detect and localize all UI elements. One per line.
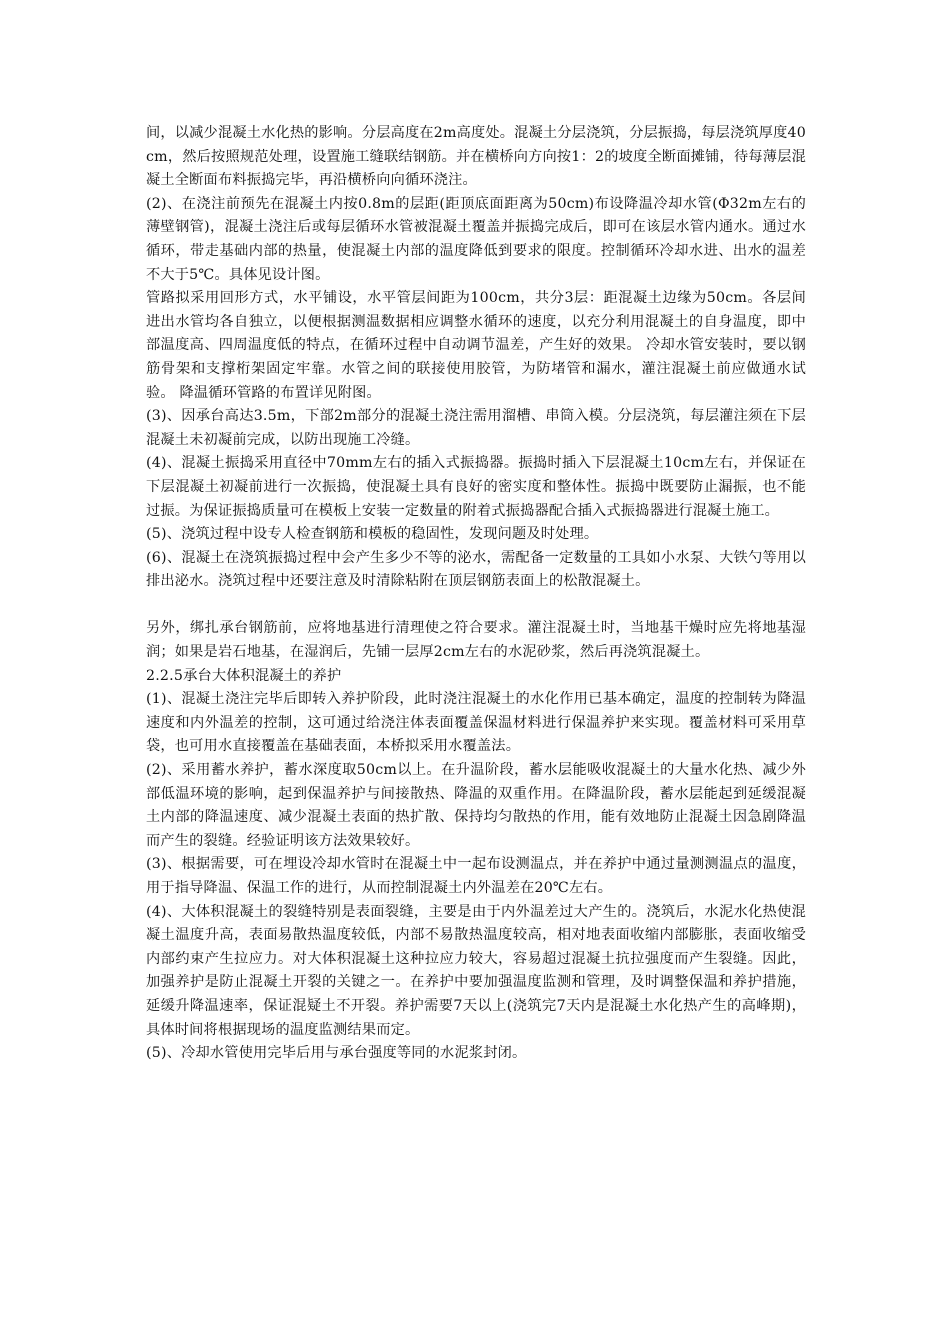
paragraph-item-6-bleeding-water: (6)、混凝土在浇筑振捣过程中会产生多少不等的泌水，需配备一定数量的工具如小水泵、大铁勺等用以排出泌水。浇筑过程中还要注意及时清除粘附在顶层钢筋表面上的松散混凝土。 [146,549,806,590]
paragraph-foundation-prep: 另外，绑扎承台钢筋前，应将地基进行清理使之符合要求。灌注混凝土时，当地基干燥时应先将地基湿润；如果是岩石地基，在湿润后，先铺一层厚2cm左右的水泥砂浆，然后再浇筑混凝土。 [146,620,806,661]
paragraph-blank-line [146,594,806,618]
paragraph-curing-item-1: (1)、混凝土浇注完毕后即转入养护阶段，此时浇注混凝土的水化作用已基本确定，温度的控制转为降温速度和内外温差的控制，这可通过给浇注体表面覆盖保温材料进行保温养护来实现。覆盖材料可采用草袋，也可用水直接覆盖在基础表面，本桥拟采用水覆盖法。 [146,691,806,755]
paragraph-item-3-chutes: (3)、因承台高达3.5m，下部2m部分的混凝土浇注需用溜槽、串筒入模。分层浇筑，每层灌注须在下层混凝土未初凝前完成，以防出现施工冷缝。 [146,408,806,448]
paragraph-item-5-inspection: (5)、浇筑过程中设专人检查钢筋和模板的稳固性，发现问题及时处理。 [146,526,599,543]
paragraph-intro-continuation: 间，以减少混凝土水化热的影响。分层高度在2m高度处。混凝土分层浇筑，分层振捣，每层浇筑厚度40cm，然后按照规范处理，设置施工缝联结钢筋。并在横桥向方向按1：2的坡度全断面摊铺，待每薄层混凝土全断面布料振捣完毕，再沿横桥向向循环浇注。 [146,125,806,189]
paragraph-curing-item-5: (5)、冷却水管使用完毕后用与承台强度等同的水泥浆封闭。 [146,1045,527,1062]
paragraph-pipe-layout: 管路拟采用回形方式，水平铺设，水平管层间距为100cm，共分3层：距混凝土边缘为50cm。各层间进出水管均各自独立，以便根据测温数据相应调整水循环的速度，以充分利用混凝土的自身温度，即中部温度高、四周温度低的特点，在循环过程中自动调节温差，产生好的效果。 冷却水管安装时，要以钢筋骨架和支撑桁架固定牢靠。水管之间的联接使用胶管，为防堵管和漏水，灌注混凝土前应做通水试验。 降温循环管路的布置详见附图。 [146,290,806,401]
paragraph-item-4-vibration: (4)、混凝土振捣采用直径中70mm左右的插入式振捣器。振捣时插入下层混凝土10cm左右，并保证在下层混凝土初凝前进行一次振捣，使混凝土具有良好的密实度和整体性。振捣中既要防止漏振，也不能过振。为保证振捣质量可在模板上安装一定数量的附着式振捣器配合插入式振捣器进行混凝土施工。 [146,455,806,519]
document-body [146,122,806,1066]
paragraph-curing-item-4: (4)、大体积混凝土的裂缝特别是表面裂缝，主要是由于内外温差过大产生的。浇筑后，水泥水化热使混凝土温度升高，表面易散热温度较低，内部不易散热温度较高，相对地表面收缩内部膨胀，表面收缩受内部约束产生拉应力。对大体积混凝土这种拉应力较大，容易超过混凝土抗拉强度而产生裂缝。因此，加强养护是防止混凝土开裂的关键之一。在养护中要加强温度监测和管理，及时调整保温和养护措施，延缓升降温速率，保证混疑土不开裂。养护需要7天以上(浇筑完7天内是混凝土水化热产生的高峰期)，具体时间将根据现场的温度监测结果而定。 [146,903,806,1038]
paragraph-curing-item-3: (3)、根据需要，可在埋设冷却水管时在混凝土中一起布设测温点，并在养护中通过量测测温点的温度，用于指导降温、保温工作的进行，从而控制混凝土内外温差在20℃左右。 [146,856,806,896]
paragraph-item-2-cooling-pipes: (2)、在浇注前预先在混凝土内按0.8m的层距(距顶底面距离为50cm)布设降温冷却水管(Φ32m左右的薄壁钢管)，混凝土浇注后或每层循环水管被混凝土覆盖并振捣完成后，即可在该层水管内通水。通过水循环，带走基础内部的热量，使混凝土内部的温度降低到要求的限度。控制循环冷却水进、出水的温差不大于5℃。具体见设计图。 [146,195,806,283]
section-heading-curing: 2.2.5承台大体积混凝土的养护 [146,667,342,684]
paragraph-curing-item-2: (2)、采用蓄水养护，蓄水深度取50cm以上。在升温阶段，蓄水层能吸收混凝土的大量水化热、减少外部低温环境的影响，起到保温养护与间接散热、降温的双重作用。在降温阶段，蓄水层能起到延缓混凝土内部的降温速度、减少混凝土表面的热扩散、保持均匀散热的作用，能有效地防止混凝土因急剧降温而产生的裂缝。经验证明该方法效果较好。 [146,762,806,849]
